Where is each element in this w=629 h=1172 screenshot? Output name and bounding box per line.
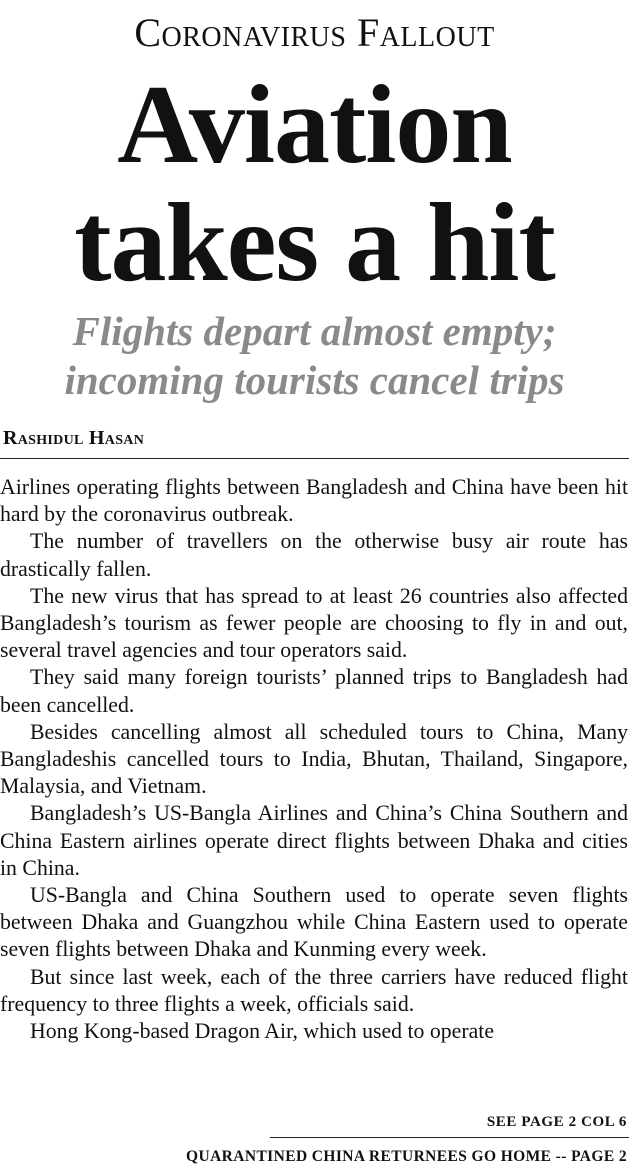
- subheadline: [0, 307, 629, 405]
- article-paragraph: Airlines operating flights between Bangladesh and China have been hit hard by the coronavirus outbreak.: [0, 475, 628, 527]
- headline-line-1: Aviation: [117, 63, 512, 187]
- article-paragraph: But since last week, each of the three carriers have reduced flight frequency to three flights a week, officials said.: [0, 964, 628, 1016]
- continuation-jump: SEE PAGE 2 COL 6: [486, 1114, 627, 1130]
- byline-divider: [0, 458, 629, 459]
- article-paragraph: US-Bangla and China Southern used to operate seven flights between Dhaka and Guangzhou while China Eastern used to operate seven flights between Dhaka and Kunming every week.: [0, 883, 628, 962]
- article-paragraph: Besides cancelling almost all scheduled tours to China, Many Bangladeshis cancelled tours to India, Bhutan, Thailand, Singapore, Malaysia, and Vietnam.: [0, 719, 628, 799]
- article-paragraph: The new virus that has spread to at least 26 countries also affected Bangladesh’s tourism as fewer people are choosing to fly in and out, several travel agencies and tour operators said.: [0, 583, 628, 663]
- article-paragraph: They said many foreign tourists’ planned trips to Bangladesh had been cancelled.: [0, 665, 628, 717]
- article-paragraph: Bangladesh’s US-Bangla Airlines and China’s China Southern and China Eastern airlines operate direct flights between Dhaka and cities in China.: [0, 801, 628, 880]
- subheadline-line-2: incoming tourists cancel trips: [64, 357, 565, 403]
- article-body: [0, 474, 628, 1045]
- article-paragraph: Hong Kong-based Dragon Air, which used to operate: [30, 1019, 495, 1044]
- byline: Rashidul Hasan: [3, 427, 145, 449]
- teaser-divider: [270, 1137, 629, 1138]
- headline: [0, 63, 629, 305]
- article-paragraph: The number of travellers on the otherwise busy air route has drastically fallen.: [0, 529, 628, 581]
- subheadline-line-1: Flights depart almost empty;: [72, 308, 557, 354]
- related-story-teaser: QUARANTINED CHINA RETURNEES GO HOME -- PAGE 2: [186, 1148, 627, 1165]
- headline-line-2: takes a hit: [74, 181, 555, 305]
- section-kicker: Coronavirus Fallout: [134, 10, 495, 55]
